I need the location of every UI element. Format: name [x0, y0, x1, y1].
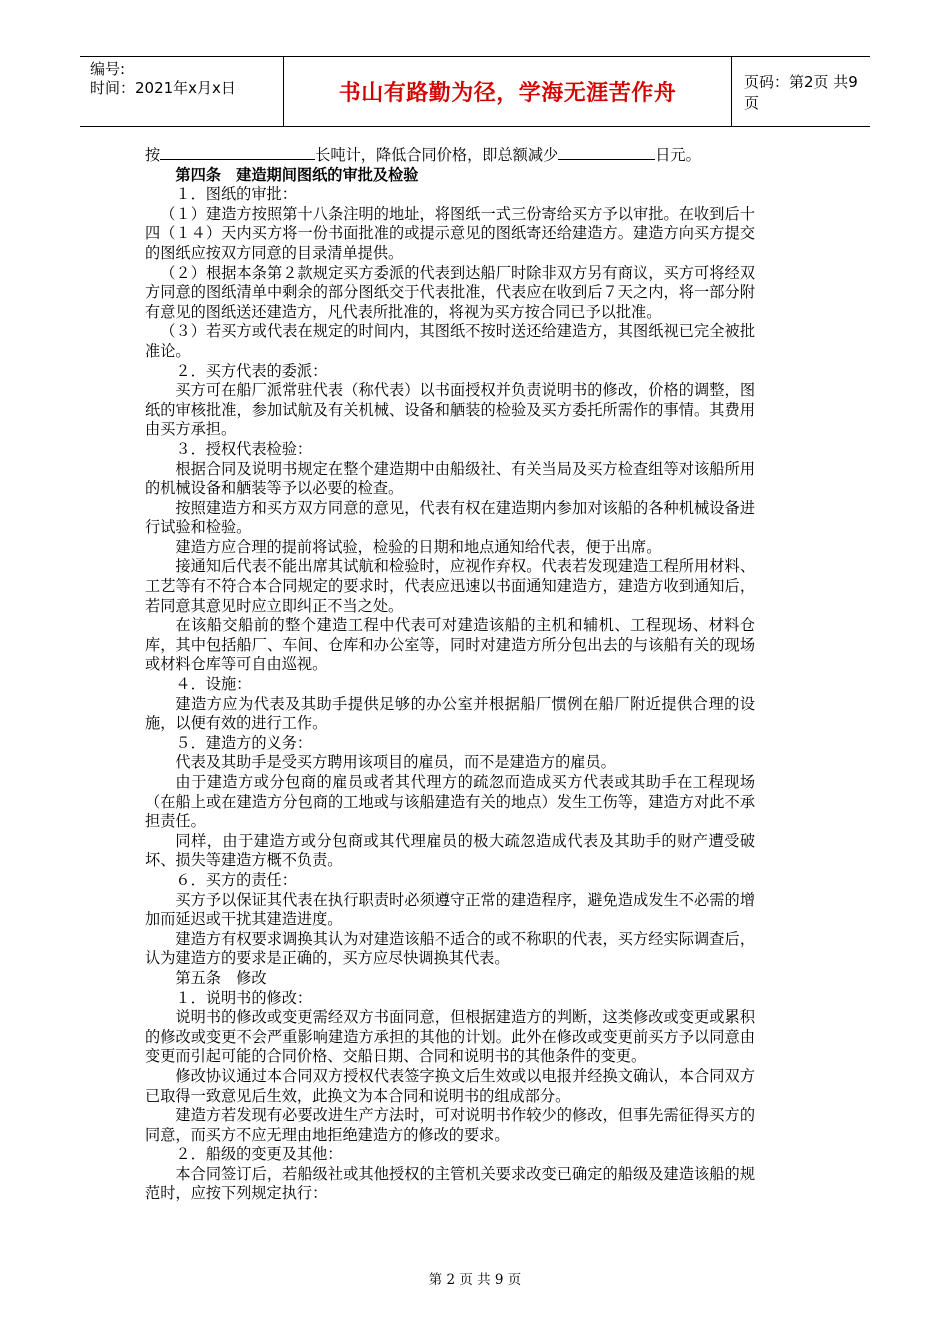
paragraph: （２）根据本条第２款规定买方委派的代表到达船厂时除非双方另有商议，买方可将经双方同意的图纸清单中剩余的部分图纸交于代表批准，代表应在收到后７天之内，将一部分附有意见的图纸送还建造方，凡代表所批准的，将视为买方按合同已予以批准。 [145, 263, 755, 321]
section-heading: １．说明书的修改： [175, 988, 313, 1007]
paragraph: 本合同签订后，若船级社或其他授权的主管机关要求改变已确定的船级及建造该船的规范时，应按下列规定执行： [145, 1164, 755, 1203]
paragraph: 按照建造方和买方双方同意的意见，代表有权在建造期内参加对该船的各种机械设备进行试验和检验。 [145, 498, 755, 537]
paragraph: 建造方有权要求调换其认为对建造该船不适合的或不称职的代表，买方经实际调查后，认为建造方的要求是正确的，买方应尽快调换其代表。 [145, 929, 755, 968]
header-motto-cell [283, 57, 732, 126]
paragraph: 在该船交船前的整个建造工程中代表可对建造该船的主机和辅机、工程现场、材料仓库，其中包括船厂、车间、仓库和办公室等，同时对建造方所分包出去的与该船有关的现场或材料仓库等可自由巡视。 [145, 616, 755, 674]
page-footer [0, 1268, 950, 1288]
section-heading: ２．船级的变更及其他： [175, 1145, 343, 1164]
paragraph: 根据合同及说明书规定在整个建造期中由船级社、有关当局及买方检查组等对该船所用的机械设备和舾装等予以必要的检查。 [145, 459, 755, 498]
paragraph: 同样，由于建造方或分包商或其代理雇员的极大疏忽造成代表及其助手的财产遭受破坏、损失等建造方概不负责。 [145, 831, 755, 870]
paragraph: 买方予以保证其代表在执行职责时必须遵守正常的建造程序，避免造成发生不必需的增加而延迟或干扰其建造进度。 [145, 890, 755, 929]
section-heading: ４．设施： [175, 675, 252, 694]
time-label: 时间：2021年x月x日 [90, 79, 236, 97]
section-heading: ５．建造方的义务： [175, 733, 313, 752]
paragraph: 接通知后代表不能出席其试航和检验时，应视作弃权。代表若发现建造工程所用材料、工艺等有不符合本合同规定的要求时，代表应迅速以书面通知建造方，建造方收到通知后，若同意其意见时应立即纠正不当之处。 [145, 557, 755, 615]
article-4-title: 第四条 建造期间图纸的审批及检验 [175, 165, 419, 184]
paragraph: 修改协议通过本合同双方授权代表签字换文后生效或以电报并经换文确认，本合同双方已取得一致意见后生效，此换文为本合同和说明书的组成部分。 [145, 1066, 755, 1105]
number-label: 编号: [90, 60, 126, 78]
paragraph: 建造方应合理的提前将试验，检验的日期和地点通知给代表，便于出席。 [175, 537, 662, 556]
section-heading: １．图纸的审批： [175, 185, 297, 204]
article-5-title: 第五条 修改 [175, 968, 267, 987]
paragraph: 代表及其助手是受买方聘用该项目的雇员，而不是建造方的雇员。 [175, 753, 616, 772]
page-header [80, 56, 870, 127]
motto: 书山有路勤为径，学海无涯苦作舟 [338, 81, 677, 106]
page-number: 第 2 页 共 9 页 [428, 1272, 522, 1288]
section-heading: ３．授权代表检验： [175, 439, 313, 458]
section-heading: ２．买方代表的委派： [175, 361, 328, 380]
paragraph: 说明书的修改或变更需经双方书面同意，但根据建造方的判断，这类修改或变更或累积的修改或变更不会严重影响建造方承担的其他的计划。此外在修改或变更前买方予以同意由变更而引起可能的合同价格、交船日期、合同和说明书的其他条件的变更。 [145, 1008, 755, 1066]
blank-field [160, 145, 315, 160]
header-meta [80, 57, 283, 126]
page-code: 页码：第2页 共9页 [744, 72, 858, 112]
paragraph: 建造方应为代表及其助手提供足够的办公室并根据船厂惯例在船厂附近提供合理的设施，以便有效的进行工作。 [145, 694, 755, 733]
section-heading: ６．买方的责任： [175, 870, 297, 889]
document-body [145, 145, 755, 1204]
paragraph: （３）若买方或代表在规定的时间内，其图纸不按时送还给建造方，其图纸视已完全被批准论。 [145, 322, 755, 360]
header-page-code [732, 57, 870, 126]
paragraph: 买方可在船厂派常驻代表（称代表）以书面授权并负责说明书的修改，价格的调整，图纸的审核批准，参加试航及有关机械、设备和舾装的检验及买方委托所需作的事情。其费用由买方承担。 [145, 381, 755, 439]
blank-field [558, 145, 655, 160]
paragraph: （１）建造方按照第十八条注明的地址，将图纸一式三份寄给买方予以审批。在收到后十四（１４）天内买方将一份书面批准的或提示意见的图纸寄还给建造方。建造方向买方提交的图纸应按双方同意的目录清单提供。 [145, 204, 755, 262]
paragraph: 按 长吨计，降低合同价格，即总额减少 日元。 [145, 146, 701, 164]
paragraph: 由于建造方或分包商的雇员或者其代理方的疏忽而造成买方代表或其助手在工程现场（在船上或在建造方分包商的工地或与该船建造有关的地点）发生工伤等，建造方对此不承担责任。 [145, 773, 755, 831]
paragraph: 建造方若发现有必要改进生产方法时，可对说明书作较少的修改，但事先需征得买方的同意，而买方不应无理由地拒绝建造方的修改的要求。 [145, 1106, 755, 1144]
